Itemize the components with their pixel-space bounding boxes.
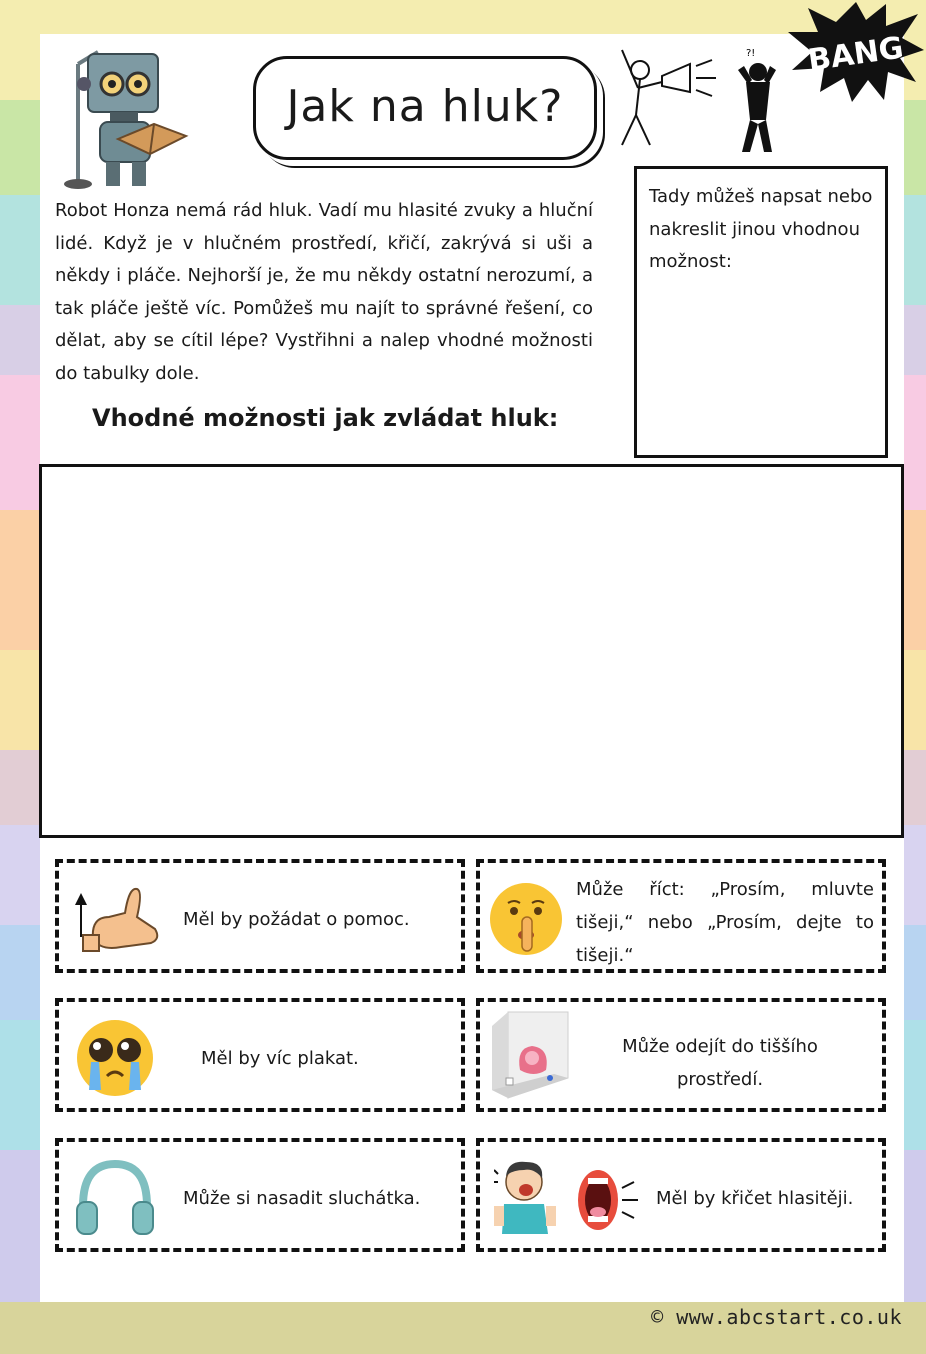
option-card-cry-more[interactable] bbox=[55, 998, 465, 1112]
shouting-boy-icon bbox=[494, 1156, 560, 1240]
option-card-text: Měl by křičet hlasitěji. bbox=[656, 1188, 854, 1209]
svg-text:?!: ?! bbox=[746, 48, 756, 59]
title-banner bbox=[253, 56, 597, 160]
quiet-corner-icon bbox=[488, 1008, 578, 1104]
option-card-ask-for-help[interactable] bbox=[55, 859, 465, 973]
intro-paragraph: Robot Honza nemá rád hluk. Vadí mu hlasité zvuky a hluční lidé. Když je v hlučném prostředí, křičí, zakrývá si uši a někdy i pláče. Nejhorší je, že mu někdy ostatní nerozumí, a tak pláče ještě víc. Pomůžeš mu najít to správné řešení, co dělat, aby se cítil lépe? Vystřihni a nalep vhodné možnosti do tabulky dole. bbox=[55, 200, 593, 384]
bang-text: BANG bbox=[805, 30, 906, 79]
option-card-headphones[interactable] bbox=[55, 1138, 465, 1252]
options-heading: Vhodné možnosti jak zvládat hluk: bbox=[92, 404, 559, 432]
shushing-face-icon bbox=[488, 881, 564, 957]
option-card-text: Může říct: „Prosím, mluvte tišeji,“ nebo „Prosím, dejte to tišeji.“ bbox=[576, 879, 874, 966]
option-card-text: Měl by víc plakat. bbox=[201, 1048, 359, 1069]
paste-area-box[interactable] bbox=[39, 464, 904, 838]
shouting-stick-figures-icon bbox=[600, 40, 790, 160]
bang-burst-icon bbox=[786, 0, 926, 104]
robot-reading-icon bbox=[58, 44, 190, 190]
headphones-icon bbox=[73, 1156, 157, 1240]
option-card-say-quieter[interactable] bbox=[476, 859, 886, 973]
crying-face-icon bbox=[75, 1018, 155, 1098]
footer-copyright: © www.abcstart.co.uk bbox=[651, 1305, 902, 1329]
option-card-quiet-place[interactable] bbox=[476, 998, 886, 1112]
shouting-mouth-icon bbox=[576, 1164, 646, 1234]
option-card-text: Může si nasadit sluchátka. bbox=[183, 1188, 421, 1209]
option-card-text: Může odejít do tiššího prostředí. bbox=[622, 1036, 818, 1090]
hand-call-me-icon bbox=[71, 877, 163, 957]
page-title: Jak na hluk? bbox=[286, 81, 564, 132]
write-or-draw-prompt: Tady můžeš napsat nebo nakreslit jinou vhodnou možnost: bbox=[649, 186, 873, 273]
write-or-draw-box[interactable] bbox=[634, 166, 888, 458]
option-card-shout-louder[interactable] bbox=[476, 1138, 886, 1252]
option-card-text: Měl by požádat o pomoc. bbox=[183, 909, 410, 930]
